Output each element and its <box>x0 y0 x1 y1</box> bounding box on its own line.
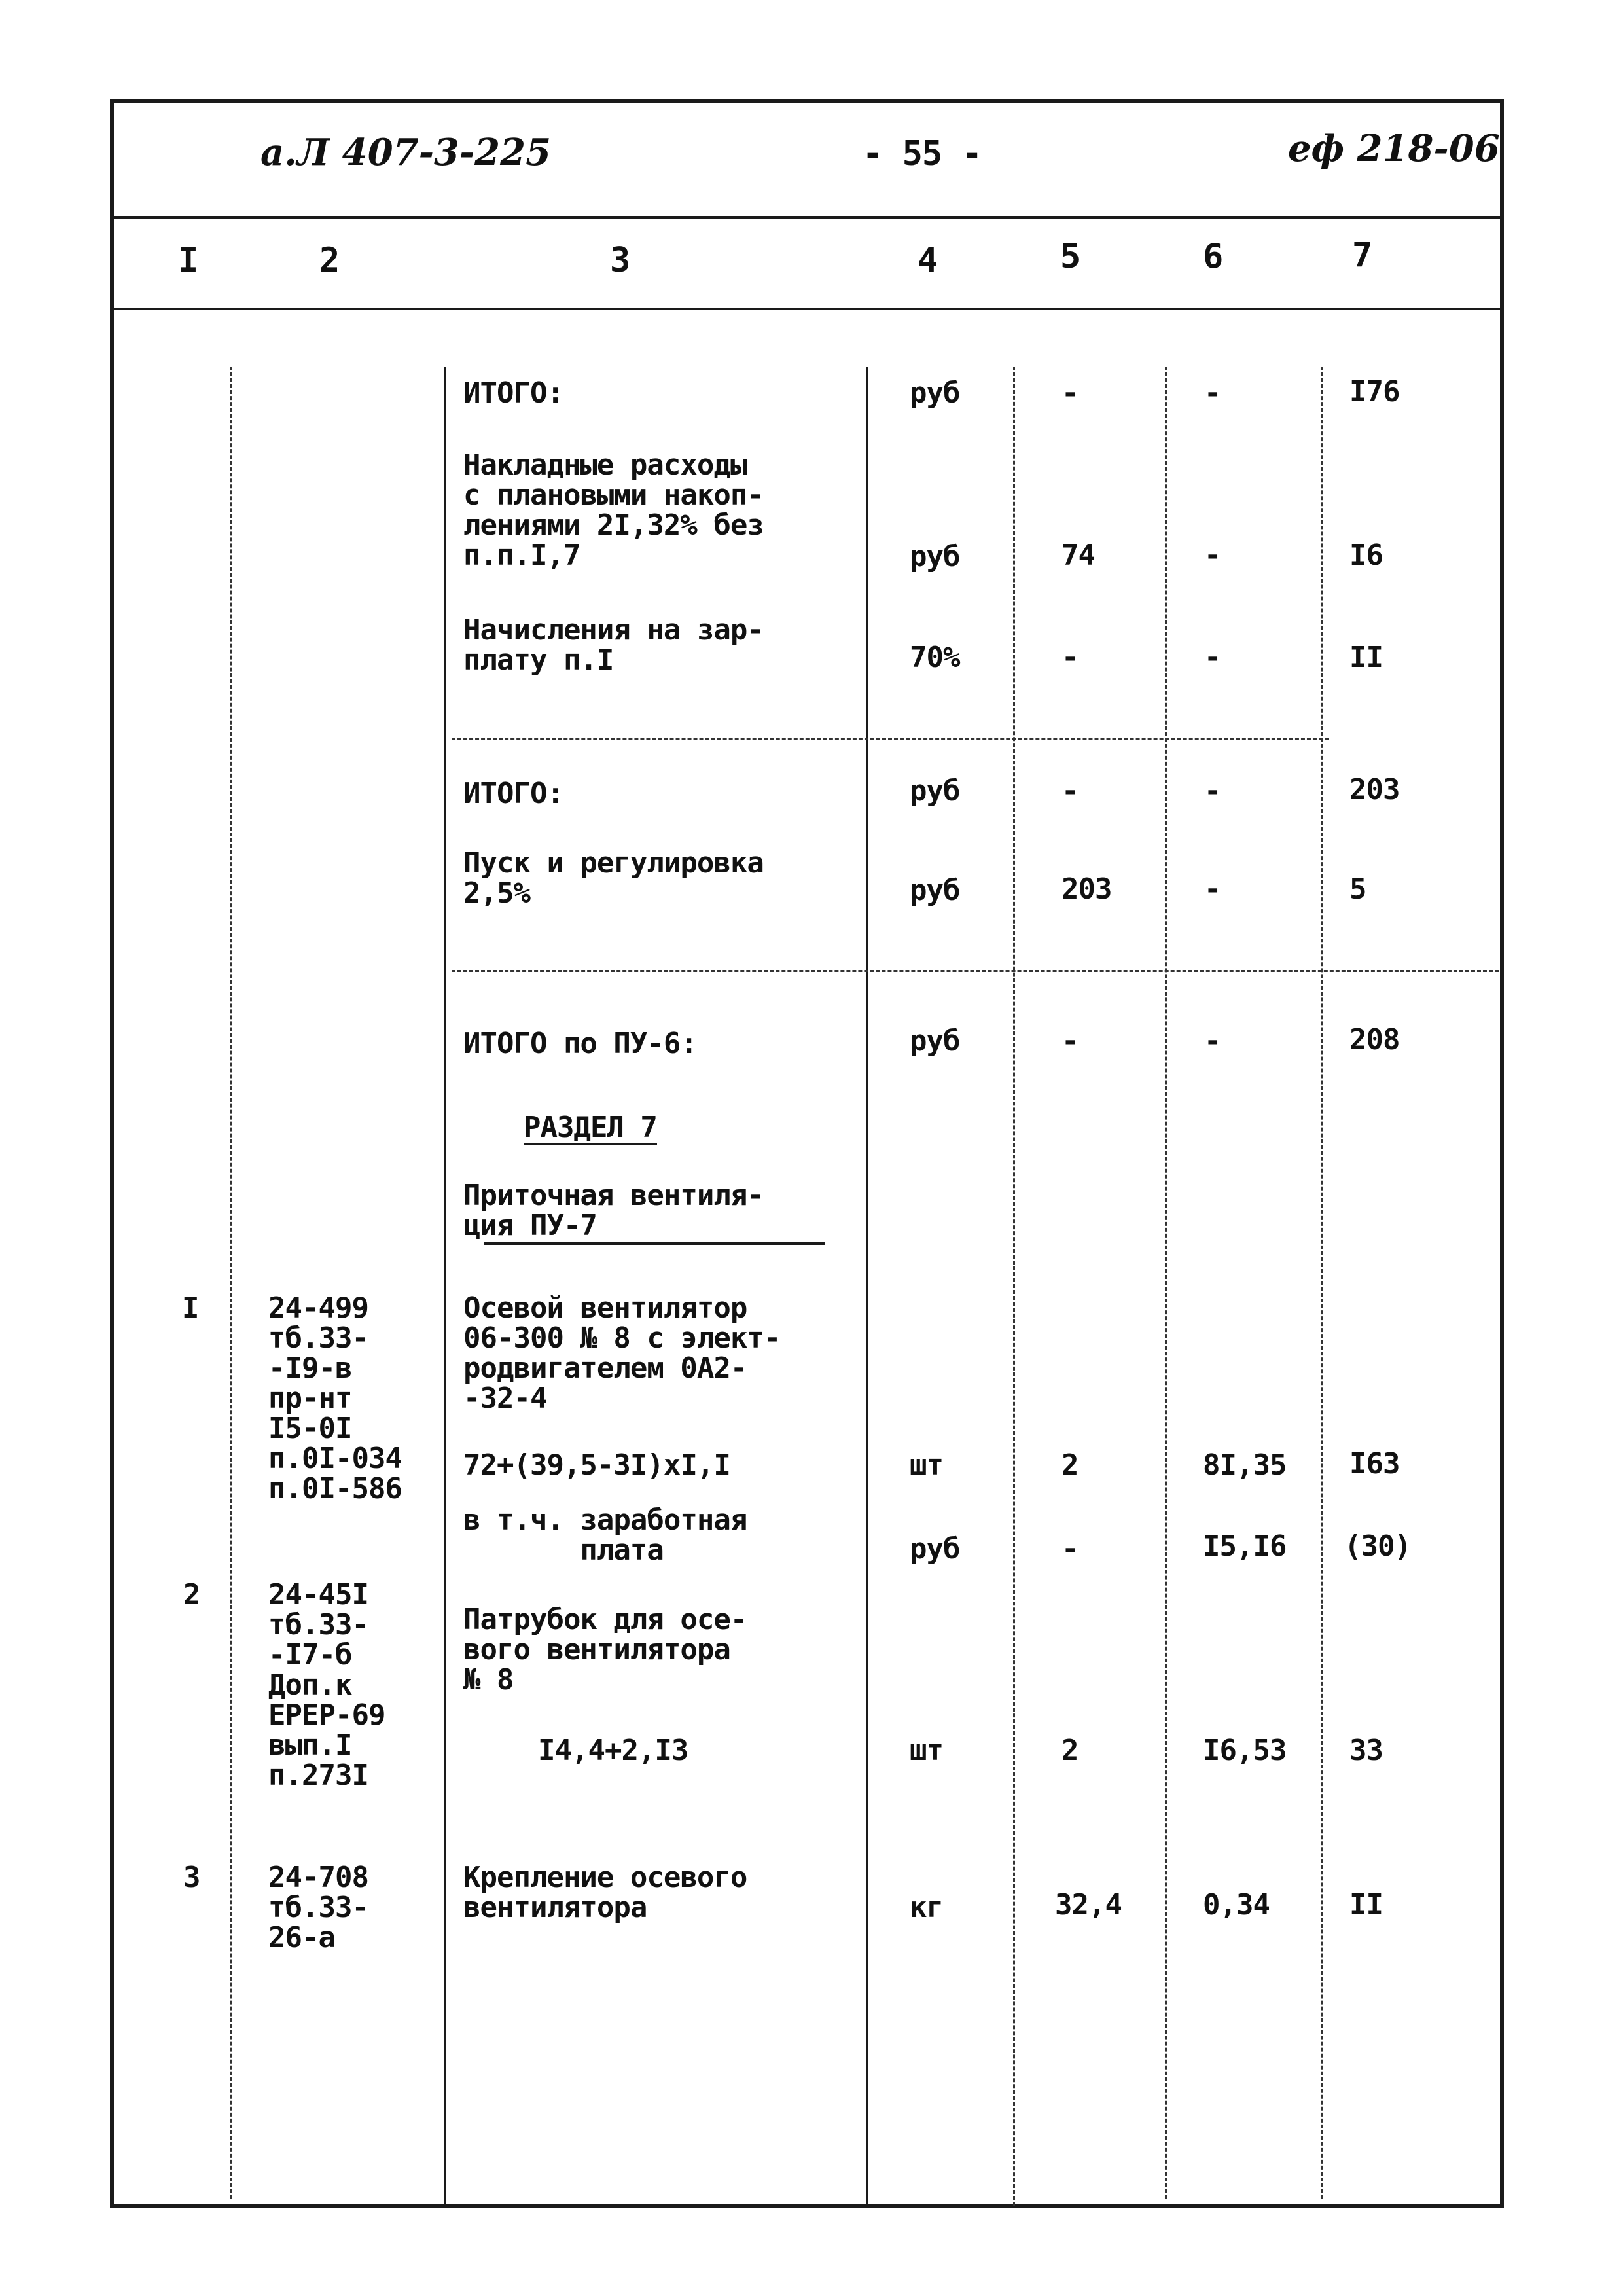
sheet-code: еф 218-06 <box>1288 127 1500 170</box>
col-5-number: 5 <box>1060 237 1081 276</box>
accrual-sum: II <box>1349 641 1383 674</box>
col-1-number: I <box>178 241 199 280</box>
overhead-sum: I6 <box>1349 539 1383 572</box>
col-6-number: 6 <box>1203 237 1224 276</box>
item-2-price: I6,53 <box>1203 1734 1287 1767</box>
section-heading: РАЗДЕЛ 7 <box>524 1111 657 1144</box>
item-1-wages-unit: руб <box>910 1532 960 1566</box>
col-7-number: 7 <box>1352 236 1373 275</box>
overhead-unit: руб <box>910 540 960 573</box>
column-header-rule <box>110 308 1504 310</box>
accrual-price: - <box>1204 641 1221 674</box>
commissioning-unit: руб <box>910 874 960 907</box>
item-2-code: 24-45I тб.33- -I7-б Доп.к ЕРЕР-69 вып.I п.273I <box>268 1578 385 1792</box>
page-number: - 55 - <box>863 134 982 173</box>
item-1-sum: I63 <box>1349 1447 1400 1480</box>
col-divider-3 <box>866 367 868 2206</box>
overhead-label: Накладные расходы с плановыми накоп- лениями 2I,32% без п.п.I,7 <box>463 448 764 572</box>
item-3-price: 0,34 <box>1203 1888 1270 1922</box>
pu6-total-sum: 208 <box>1349 1023 1400 1056</box>
item-3-sum: II <box>1349 1888 1383 1922</box>
item-1-unit: шт <box>910 1448 943 1482</box>
separator-2 <box>452 970 1499 972</box>
separator-1 <box>452 738 1329 740</box>
col-4-number: 4 <box>918 241 938 280</box>
item-3-qty: 32,4 <box>1055 1888 1122 1922</box>
item-1-wages-label: в т.ч. заработная плата <box>463 1503 747 1567</box>
col-divider-5 <box>1165 367 1167 2199</box>
section-subheading: Приточная вентиля- ция ПУ-7 <box>463 1179 764 1242</box>
item-2-qty: 2 <box>1061 1734 1079 1767</box>
item-1-number: I <box>182 1291 199 1325</box>
col-3-number: 3 <box>610 241 631 280</box>
item-2-description: Патрубок для осе- вого вентилятора № 8 <box>463 1603 747 1696</box>
item-3-unit: кг <box>910 1891 943 1924</box>
item-2-formula: I4,4+2,I3 <box>538 1734 688 1767</box>
item-2-unit: шт <box>910 1734 943 1767</box>
commissioning-label: Пуск и регулировка 2,5% <box>463 846 764 910</box>
pu6-total-price: - <box>1204 1024 1221 1058</box>
item-1-description: Осевой вентилятор 06-300 № 8 с элект- родвигателем 0А2- -32-4 <box>463 1291 781 1415</box>
section-underline <box>484 1242 825 1245</box>
col-divider-4 <box>1013 367 1015 2206</box>
accrual-qty: - <box>1061 641 1079 674</box>
commissioning-price: - <box>1204 872 1221 906</box>
pu6-total-qty: - <box>1061 1024 1079 1058</box>
col-divider-6 <box>1321 367 1323 2199</box>
item-1-wages-qty: - <box>1061 1532 1079 1566</box>
subtotal-label: ИТОГО: <box>463 777 563 810</box>
item-2-number: 2 <box>183 1578 200 1611</box>
item-1-price: 8I,35 <box>1203 1448 1287 1482</box>
item-1-formula: 72+(39,5-3I)хI,I <box>463 1448 730 1482</box>
total-price: - <box>1204 376 1221 410</box>
col-2-number: 2 <box>319 241 340 280</box>
item-2-sum: 33 <box>1349 1734 1383 1767</box>
pu6-total-unit: руб <box>910 1024 960 1058</box>
overhead-qty: 74 <box>1061 539 1095 572</box>
col-divider-2 <box>444 367 446 2206</box>
item-3-description: Крепление осевого вентилятора <box>463 1861 747 1924</box>
doc-code: а.Л 407-3-225 <box>260 131 552 174</box>
subtotal-sum: 203 <box>1349 773 1400 806</box>
commissioning-sum: 5 <box>1349 872 1366 906</box>
item-1-wages-price: I5,I6 <box>1203 1530 1287 1563</box>
pu6-total-label: ИТОГО по ПУ-6: <box>463 1027 697 1060</box>
accrual-unit: 70% <box>910 641 960 674</box>
total-unit: руб <box>910 376 960 410</box>
item-1-code: 24-499 тб.33- -I9-в пр-нт I5-0I п.0I-034 п.0I-586 <box>268 1291 402 1505</box>
subtotal-price: - <box>1204 774 1221 808</box>
accrual-label: Начисления на зар- плату п.I <box>463 613 764 677</box>
commissioning-qty: 203 <box>1061 872 1112 906</box>
total-qty: - <box>1061 376 1079 410</box>
item-3-number: 3 <box>183 1861 200 1894</box>
item-1-wages-sum: (30) <box>1344 1530 1411 1563</box>
subtotal-qty: - <box>1061 774 1079 808</box>
col-divider-1 <box>230 367 232 2199</box>
header-rule <box>110 216 1504 219</box>
subtotal-unit: руб <box>910 774 960 808</box>
total-label: ИТОГО: <box>463 376 563 410</box>
item-3-code: 24-708 тб.33- 26-а <box>268 1861 368 1954</box>
overhead-price: - <box>1204 539 1221 572</box>
item-1-qty: 2 <box>1061 1448 1079 1482</box>
total-sum: I76 <box>1349 375 1400 408</box>
